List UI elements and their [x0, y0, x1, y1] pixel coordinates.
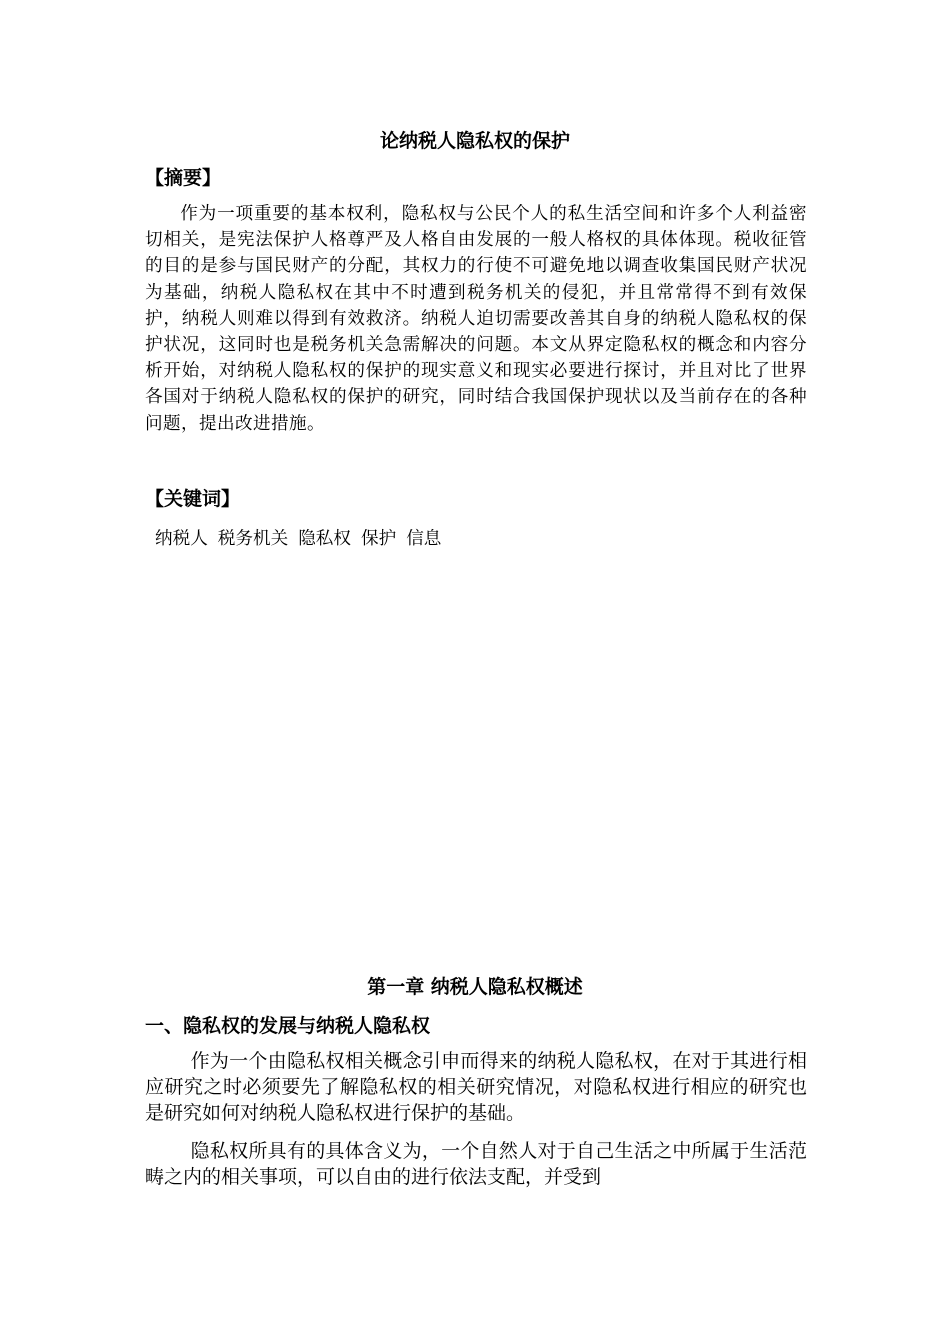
section-heading: 一、隐私权的发展与纳税人隐私权	[145, 1015, 431, 1037]
abstract-label: 【摘要】	[145, 167, 222, 189]
body-paragraph: 作为一个由隐私权相关概念引申而得来的纳税人隐私权，在对于其进行相应研究之时必须要先了解隐私权的相关研究情况，对隐私权进行相应的研究也是研究如何对纳税人隐私权进行保护的基础。	[145, 1050, 807, 1124]
keyword-item: 隐私权	[298, 529, 351, 549]
keywords-label: 【关键词】	[145, 488, 241, 510]
keyword-item: 信息	[406, 529, 442, 549]
chapter-title: 第一章 纳税人隐私权概述	[367, 976, 583, 998]
document-title: 论纳税人隐私权的保护	[379, 130, 570, 152]
keyword-item: 纳税人	[155, 529, 208, 549]
body-paragraph: 隐私权所具有的具体含义为，一个自然人对于自己生活之中所属于生活范畴之内的相关事项，可以自由的进行依法支配，并受到	[145, 1140, 807, 1188]
keyword-item: 保护	[360, 529, 397, 549]
abstract-text: 作为一项重要的基本权利，隐私权与公民个人的私生活空间和许多个人利益密切相关，是宪法保护人格尊严及人格自由发展的一般人格权的具体体现。税收征管的目的是参与国民财产的分配，其权力的行使不可避免地以调查收集国民财产状况为基础，纳税人隐私权在其中不时遭到税务机关的侵犯，并且常常得不到有效保护，纳税人则难以得到有效救济。纳税人迫切需要改善其自身的纳税人隐私权的保护状况，这同时也是税务机关急需解决的问题。本文从界定隐私权的概念和内容分析开始，对纳税人隐私权的保护的现实意义和现实必要进行探讨，并且对比了世界各国对于纳税人隐私权的保护的研究，同时结合我国保护现状以及当前存在的各种问题，提出改进措施。	[145, 204, 807, 434]
keywords-list	[155, 526, 441, 552]
keyword-item: 税务机关	[217, 529, 289, 549]
